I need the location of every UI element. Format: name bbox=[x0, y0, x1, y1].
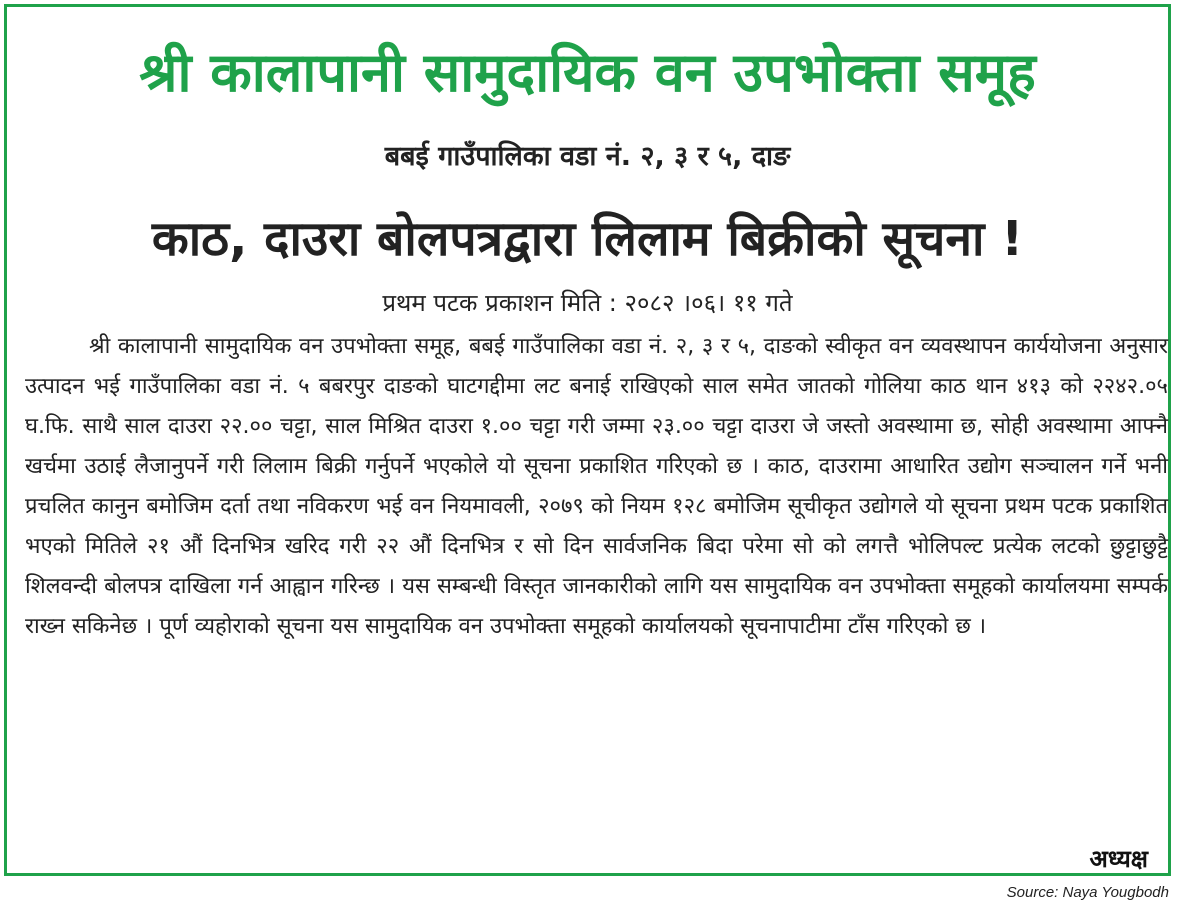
notice-title: काठ, दाउरा बोलपत्रद्वारा लिलाम बिक्रीको सूचना ! bbox=[151, 211, 1024, 267]
signature-chairperson: अध्यक्ष bbox=[1089, 845, 1148, 873]
publication-date: प्रथम पटक प्रकाशन मिति : २०८२ ।०६। ११ गते bbox=[382, 289, 793, 317]
organization-title: श्री कालापानी सामुदायिक वन उपभोक्ता समूह bbox=[139, 41, 1036, 104]
organization-address: बबई गाउँपालिका वडा नं. २, ३ र ५, दाङ bbox=[384, 141, 791, 172]
notice-body: श्री कालापानी सामुदायिक वन उपभोक्ता समूह, बबई गाउँपालिका वडा नं. २, ३ र ५, दाङको स्वीकृत वन व्यवस्थापन कार्ययोजना अनुसार उत्पादन भई गाउँपालिका वडा नं. ५ बबरपुर दाङको घाटगद्दीमा लट बनाई राखिएको साल समेत जातको गोलिया काठ थान ४१३ को २२४२.०५ घ.फि. साथै साल दाउरा २२.०० चट्टा, साल मिश्रित दाउरा १.०० चट्टा गरी जम्मा २३.०० चट्टा दाउरा जे जस्तो अवस्थामा छ, सोही अवस्थामा आफ्नै खर्चमा उठाई लैजानुपर्ने गरी लिलाम बिक्री गर्नुपर्ने भएकोले यो सूचना प्रकाशित गरिएको छ । काठ, दाउरामा आधारित उद्योग सञ्चालन गर्ने भनी प्रचलित कानुन बमोजिम दर्ता तथा नविकरण भई वन नियमावली, २०७९ को नियम १२८ बमोजिम सूचीकृत उद्योगले यो सूचना प्रथम पटक प्रकाशित भएको मितिले २१ औं दिनभित्र खरिद गरी २२ औं दिनभित्र र सो दिन सार्वजनिक बिदा परेमा सो को लगत्तै भोलिपल्ट प्रत्येक लटको छुट्टाछुट्टै शिलवन्दी बोलपत्र दाखिला गर्न आह्वान गरिन्छ । यस सम्बन्धी विस्तृत जानकारीको लागि यस सामुदायिक वन उपभोक्ता समूहको कार्यालयमा सम्पर्क राख्न सकिनेछ । पूर्ण व्यहोराको सूचना यस सामुदायिक वन उपभोक्ता समूहको कार्यालयको सूचनापाटीमा टाँस गरिएको छ । bbox=[25, 334, 1168, 639]
source-credit: Source: Naya Yougbodh bbox=[1006, 884, 1169, 901]
notice-frame bbox=[4, 4, 1171, 876]
